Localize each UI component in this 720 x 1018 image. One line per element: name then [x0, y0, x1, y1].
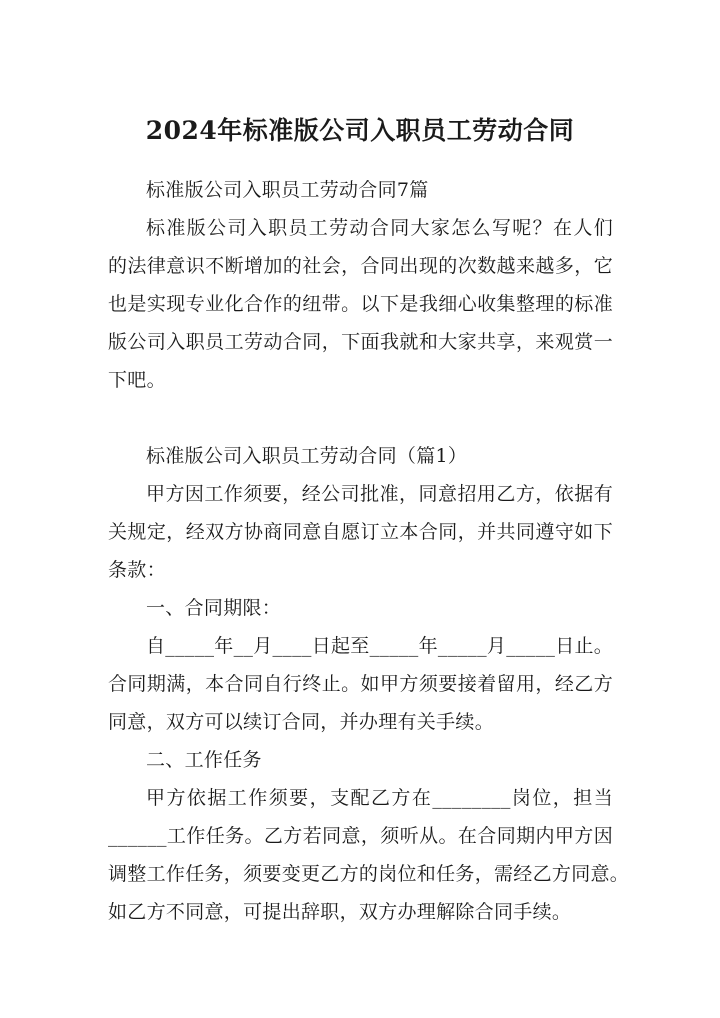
clause2-heading: 二、工作任务: [146, 749, 262, 771]
clause1-line: 同意，双方可以续订合同，并办理有关手续。: [108, 711, 495, 733]
clause1-line: 自_____年__月____日起至_____年_____月_____日止。: [146, 635, 614, 657]
clause2-line: ______工作任务。乙方若同意，须听从。在合同期内甲方因: [108, 825, 613, 847]
document-subtitle: 标准版公司入职员工劳动合同7篇: [146, 179, 429, 201]
preamble-line: 条款：: [108, 559, 166, 581]
intro-line: 标准版公司入职员工劳动合同大家怎么写呢？在人们: [146, 217, 613, 239]
intro-line: 版公司入职员工劳动合同，下面我就和大家共享，来观赏一: [108, 331, 613, 353]
document-title: 2024年标准版公司入职员工劳动合同: [145, 116, 575, 145]
intro-line: 下吧。: [108, 369, 166, 391]
preamble-line: 关规定，经双方协商同意自愿订立本合同，并共同遵守如下: [108, 521, 613, 543]
clause2-line: 调整工作任务，须要变更乙方的岗位和任务，需经乙方同意。: [108, 863, 630, 885]
clause2-line: 甲方依据工作须要，支配乙方在________岗位，担当: [146, 787, 613, 809]
section-heading: 标准版公司入职员工劳动合同（篇1）: [146, 445, 468, 467]
clause1-line: 合同期满，本合同自行终止。如甲方须要接着留用，经乙方: [108, 673, 613, 695]
preamble-line: 甲方因工作须要，经公司批准，同意招用乙方，依据有: [146, 483, 613, 505]
clause2-line: 如乙方不同意，可提出辞职，双方办理解除合同手续。: [108, 901, 572, 923]
intro-line: 的法律意识不断增加的社会，合同出现的次数越来越多，它: [108, 255, 613, 277]
clause1-heading: 一、合同期限：: [146, 597, 282, 619]
intro-line: 也是实现专业化合作的纽带。以下是我细心收集整理的标准: [108, 293, 613, 315]
